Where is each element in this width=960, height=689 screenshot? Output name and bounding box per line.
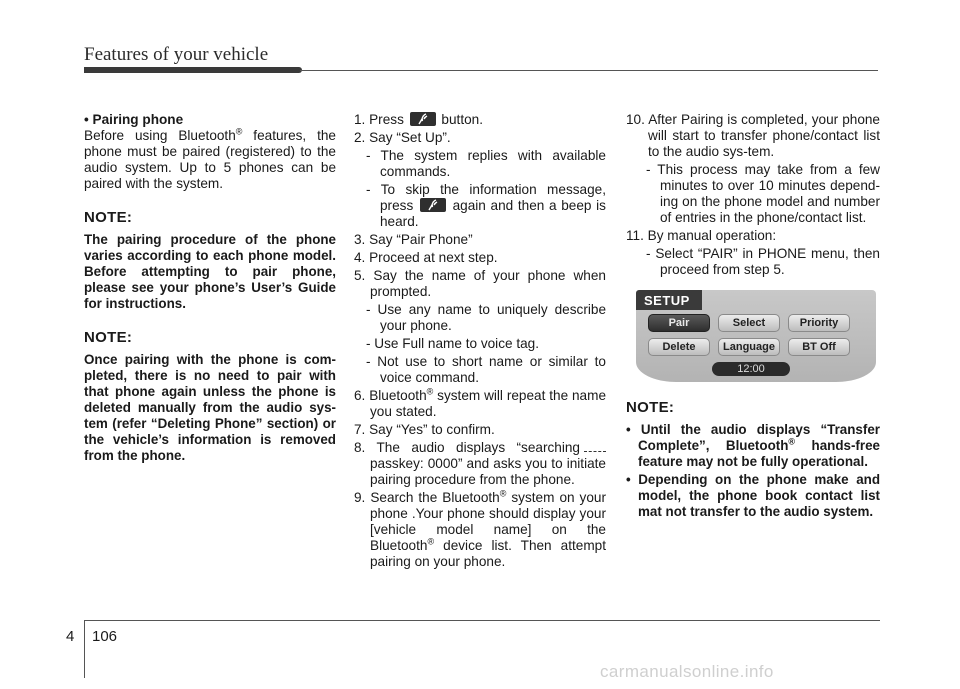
passkey-dots bbox=[584, 443, 606, 452]
step-1: 1. Press button. bbox=[354, 112, 483, 127]
note-text: The pairing procedure of the phone varies according to each phone model. Before attempting to pair phone, please see your phone’s User’s Guide for instructions. bbox=[84, 232, 336, 311]
registered-mark: ® bbox=[235, 126, 243, 137]
clock-display: 12:00 bbox=[712, 362, 790, 376]
delete-button: Delete bbox=[648, 338, 710, 356]
step-10: 10. After Pairing is completed, your phone will start to transfer phone/contact list to the audio sys-tem. bbox=[626, 112, 880, 159]
step-2: 2. Say “Set Up”. bbox=[354, 130, 451, 145]
step-10-sub: - This process may take from a few minutes to over 10 minutes depend-ing on the phone model and number of entries in the phone/contact list. bbox=[646, 162, 880, 225]
step-5-sub: - Use any name to uniquely describe your phone. bbox=[366, 302, 606, 333]
bt-off-button: BT Off bbox=[788, 338, 850, 356]
footer-rule bbox=[84, 620, 880, 621]
select-button: Select bbox=[718, 314, 780, 332]
step-6: 6. Bluetooth® system will repeat the name you stated. bbox=[354, 386, 606, 419]
step-5: 5. Say the name of your phone when prompted. bbox=[354, 268, 606, 299]
step-5-sub: - Use Full name to voice tag. bbox=[366, 336, 540, 351]
column-middle bbox=[354, 112, 606, 572]
step-5-sub: - Not use to short name or similar to voice command. bbox=[366, 354, 606, 385]
chapter-number: 4 bbox=[66, 628, 75, 645]
intro-paragraph: Before using Bluetooth® features, the phone must be paired (registered) to the audio system. Up to 5 phones can be paired with the system. bbox=[84, 126, 336, 191]
note-heading: NOTE: bbox=[84, 209, 133, 226]
step-2-sub: - To skip the information message, press again and then a beep is heard. bbox=[366, 182, 606, 229]
step-7: 7. Say “Yes” to confirm. bbox=[354, 422, 495, 437]
step-4: 4. Proceed at next step. bbox=[354, 250, 498, 265]
note-bullet: • Depending on the phone make and model, the phone book contact list mat not transfer to the audio system. bbox=[626, 472, 880, 519]
note-bullet: • Until the audio displays “Transfer Complete”, Bluetooth® hands-free feature may not be fully operational. bbox=[626, 422, 880, 469]
setup-screen-illustration bbox=[636, 290, 876, 382]
talk-button-icon bbox=[420, 198, 446, 212]
header-accent-bar bbox=[84, 67, 302, 73]
header-rule bbox=[300, 70, 878, 71]
column-right bbox=[626, 112, 880, 522]
watermark: carmanualsonline.info bbox=[600, 662, 774, 681]
language-button: Language bbox=[718, 338, 780, 356]
section-heading-pairing-phone: • Pairing phone bbox=[84, 112, 184, 127]
step-9: 9. Search the Bluetooth® system on your phone .Your phone should display your [vehicle model name] on the Bluetooth® device list. Then attempt pairing on your phone. bbox=[354, 488, 607, 569]
note-heading: NOTE: bbox=[626, 399, 675, 416]
note-heading: NOTE: bbox=[84, 329, 133, 346]
page-header-title: Features of your vehicle bbox=[84, 44, 269, 65]
setup-tab: SETUP bbox=[636, 290, 702, 310]
footer-divider bbox=[84, 620, 85, 678]
pair-button: Pair bbox=[648, 314, 710, 332]
talk-button-icon bbox=[410, 112, 436, 126]
step-11-sub: - Select “PAIR” in PHONE menu, then proceed from step 5. bbox=[646, 246, 880, 277]
step-3: 3. Say “Pair Phone” bbox=[354, 232, 473, 247]
step-2-sub: - The system replies with available commands. bbox=[366, 148, 606, 179]
page-number: 106 bbox=[92, 628, 118, 645]
column-left bbox=[84, 112, 336, 464]
step-11: 11. By manual operation: bbox=[626, 228, 777, 243]
note-text: Once pairing with the phone is com-pleted, there is no need to pair with that phone again unless the phone is deleted manually from the audio sys-tem (refer “Deleting Phone” section) or the vehicle’s information is removed from the phone. bbox=[84, 352, 336, 463]
priority-button: Priority bbox=[788, 314, 850, 332]
step-8: 8. The audio displays “searching passkey: 0000” and asks you to initiate pairing procedure from the phone. bbox=[354, 440, 606, 487]
